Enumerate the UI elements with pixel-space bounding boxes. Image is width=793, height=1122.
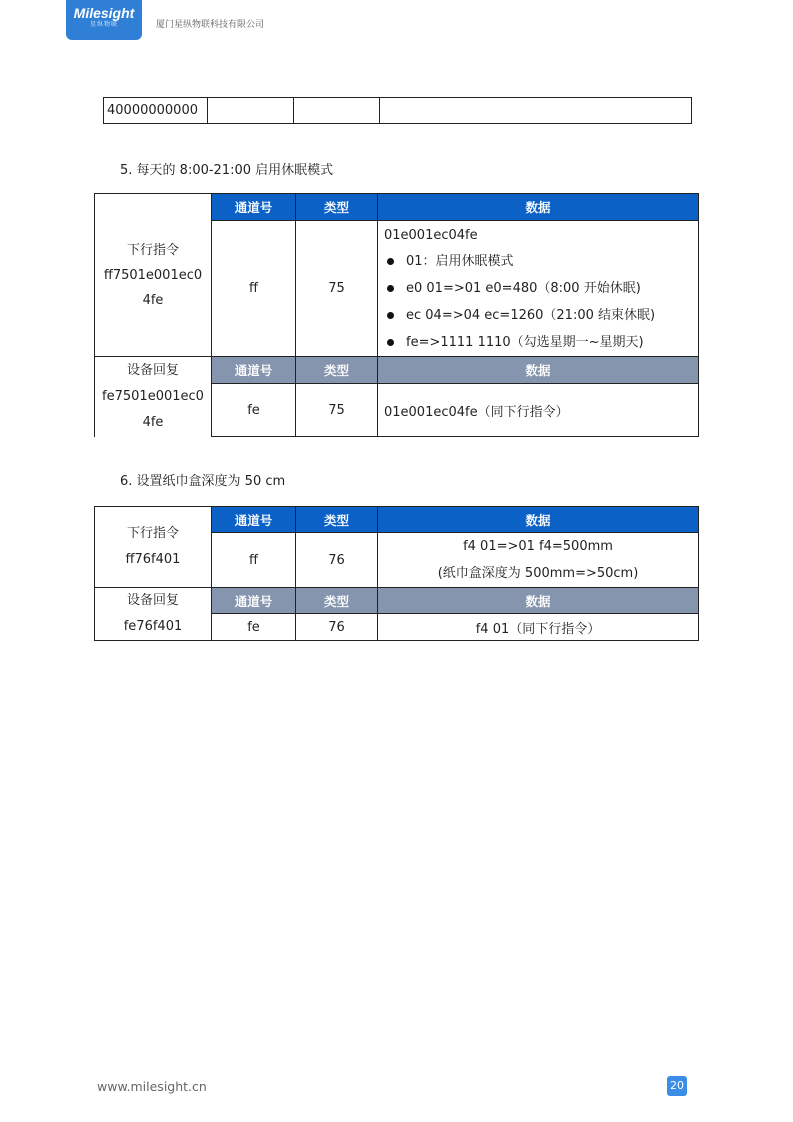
- col-header-channel: 通道号: [212, 194, 296, 221]
- col-header-data: 数据: [378, 507, 699, 533]
- footer-url[interactable]: www.milesight.cn: [97, 1079, 207, 1094]
- downlink-data-cell: [378, 533, 699, 588]
- page-number-badge: 20: [667, 1076, 687, 1096]
- bullet-item: e0 01=>01 e0=480（8:00 开始休眠): [378, 275, 698, 302]
- col-header-channel: 通道号: [212, 588, 296, 614]
- top-table-empty-cell: [208, 98, 294, 124]
- bullet-dot-icon: [387, 285, 394, 292]
- section-6-table: [94, 506, 699, 641]
- downlink-code-line1: ff7501e001ec0: [103, 267, 203, 283]
- reply-code-line2: 4fe: [142, 414, 164, 430]
- col-header-data: 数据: [378, 588, 699, 614]
- reply-data: f4 01（同下行指令）: [378, 614, 699, 641]
- downlink-channel: ff: [212, 221, 296, 357]
- reply-label: 设备回复: [126, 362, 179, 378]
- section-5-table: [94, 193, 699, 437]
- top-table-empty-cell: [294, 98, 380, 124]
- downlink-type: 75: [296, 221, 378, 357]
- downlink-bullet-list: [378, 248, 698, 356]
- downlink-code: ff76f401: [125, 552, 181, 567]
- reply-label: 设备回复: [126, 593, 179, 608]
- bullet-dot-icon: [387, 312, 394, 319]
- downlink-code-line2: 4fe: [142, 292, 164, 308]
- bullet-dot-icon: [387, 258, 394, 265]
- col-header-type: 类型: [296, 588, 378, 614]
- col-header-channel: 通道号: [212, 507, 296, 533]
- brand-name: Milesight: [73, 5, 135, 21]
- reply-data: 01e001ec04fe（同下行指令）: [378, 384, 699, 437]
- downlink-channel: ff: [212, 533, 296, 588]
- bullet-item: ec 04=>04 ec=1260（21:00 结束休眠): [378, 302, 698, 329]
- downlink-type: 76: [296, 533, 378, 588]
- col-header-type: 类型: [296, 357, 378, 384]
- downlink-label-cell: [95, 507, 212, 588]
- top-table-empty-cell: [380, 98, 692, 124]
- bullet-item: fe=>1111 1110（勾选星期一~星期天): [378, 329, 698, 356]
- top-table: [103, 97, 692, 124]
- top-table-cell: 40000000000: [104, 98, 208, 124]
- reply-channel: fe: [212, 614, 296, 641]
- section-5-heading: 5. 每天的 8:00-21:00 启用休眠模式: [120, 163, 334, 178]
- brand-subtitle: 星纵物联: [89, 21, 118, 28]
- downlink-data-line1: f4 01=>01 f4=500mm: [463, 539, 613, 554]
- reply-channel: fe: [212, 384, 296, 437]
- company-name: 厦门星纵物联科技有限公司: [156, 20, 265, 30]
- downlink-label: 下行指令: [126, 242, 179, 258]
- downlink-data-cell: [378, 221, 699, 357]
- reply-label-cell: [95, 357, 212, 437]
- col-header-data: 数据: [378, 194, 699, 221]
- bullet-dot-icon: [387, 339, 394, 346]
- col-header-type: 类型: [296, 507, 378, 533]
- downlink-data-main: 01e001ec04fe: [384, 228, 478, 243]
- downlink-data-line2: (纸巾盒深度为 500mm=>50cm): [437, 566, 639, 581]
- downlink-label-cell: [95, 194, 212, 357]
- reply-code-line1: fe7501e001ec0: [102, 388, 204, 404]
- brand-logo: [66, 0, 142, 40]
- section-6-heading: 6. 设置纸巾盒深度为 50 cm: [120, 474, 286, 489]
- reply-code: fe76f401: [123, 619, 183, 634]
- col-header-data: 数据: [378, 357, 699, 384]
- reply-type: 76: [296, 614, 378, 641]
- bullet-item: 01：启用休眠模式: [378, 248, 698, 275]
- reply-label-cell: [95, 588, 212, 641]
- downlink-label: 下行指令: [126, 526, 179, 541]
- col-header-type: 类型: [296, 194, 378, 221]
- col-header-channel: 通道号: [212, 357, 296, 384]
- reply-type: 75: [296, 384, 378, 437]
